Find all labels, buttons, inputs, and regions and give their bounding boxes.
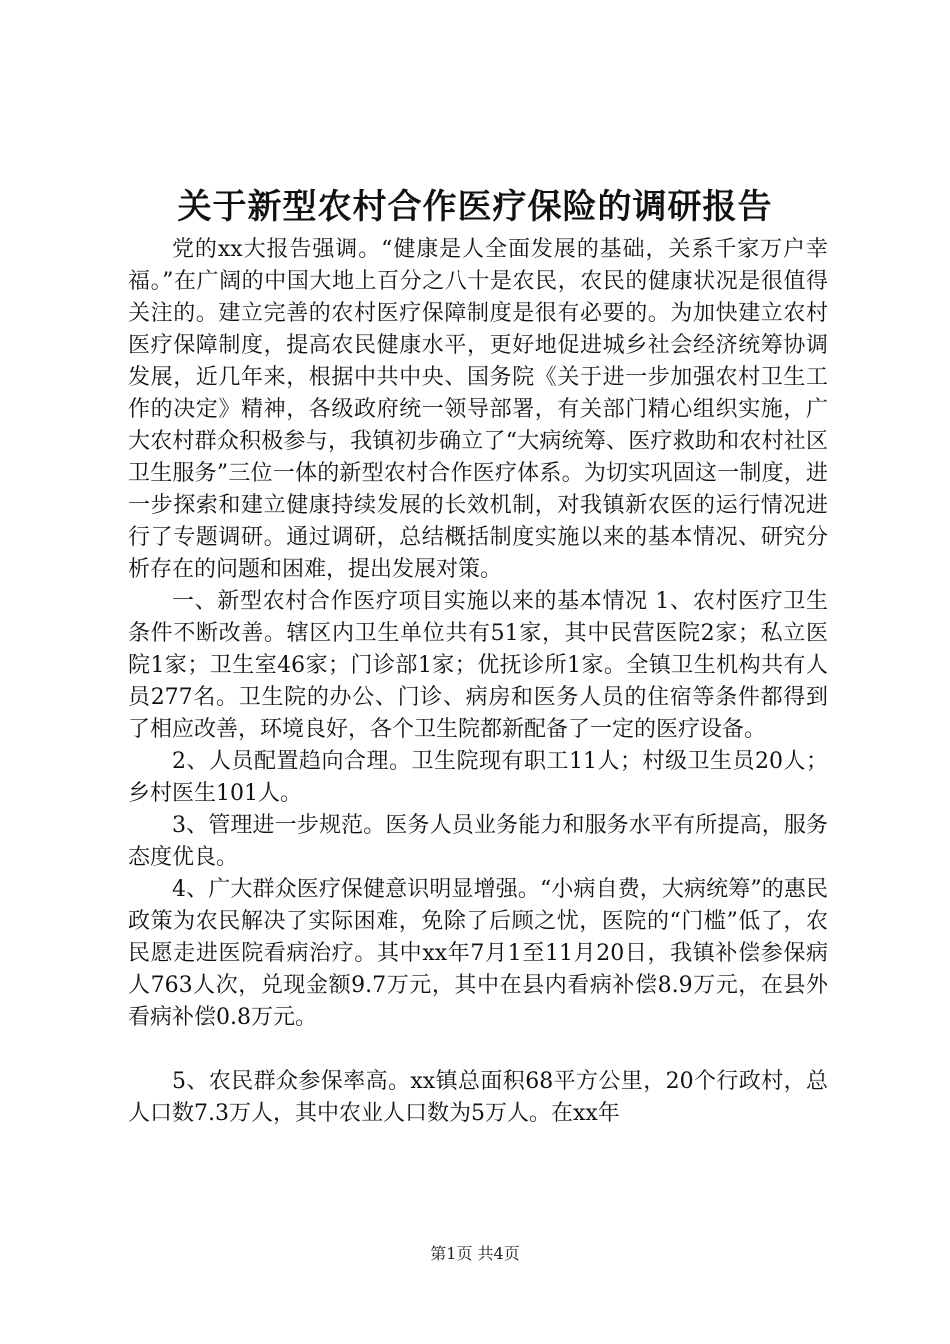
paragraph-item-2: 2、人员配置趋向合理。卫生院现有职工11人；村级卫生员20人；乡村医生101人。 [128,749,828,806]
paragraph-item-5: 5、农民群众参保率高。xx镇总面积68平方公里，20个行政村，总人口数7.3万人，其中农业人口数为5万人。在xx年 [128,1069,828,1126]
page-footer: 第1页 共4页 [430,1244,520,1263]
document-title: 关于新型农村合作医疗保险的调研报告 [177,187,773,227]
paragraph-intro: 党的xx大报告强调。“健康是人全面发展的基础，关系千家万户幸福。”在广阔的中国大地上百分之八十是农民，农民的健康状况是很值得关注的。建立完善的农村医疗保障制度是很有必要的。为加快建立农村医疗保障制度，提高农民健康水平，更好地促进城乡社会经济统筹协调发展，近几年来，根据中共中央、国务院《关于进一步加强农村卫生工作的决定》精神，各级政府统一领导部署，有关部门精心组织实施，广大农村群众积极参与，我镇初步确立了“大病统筹、医疗救助和农村社区卫生服务”三位一体的新型农村合作医疗体系。为切实巩固这一制度，进一步探索和建立健康持续发展的长效机制，对我镇新农医的运行情况进行了专题调研。通过调研，总结概括制度实施以来的基本情况、研究分析存在的问题和困难，提出发展对策。 [128,237,828,582]
paragraph-section-1: 一、新型农村合作医疗项目实施以来的基本情况 1、农村医疗卫生条件不断改善。辖区内卫生单位共有51家，其中民营医院2家；私立医院1家；卫生室46家；门诊部1家；优抚诊所1家。全镇卫生机构共有人员277名。卫生院的办公、门诊、病房和医务人员的住宿等条件都得到了相应改善，环境良好，各个卫生院都新配备了一定的医疗设备。 [128,589,828,742]
document-body [128,234,828,1130]
paragraph-item-3: 3、管理进一步规范。医务人员业务能力和服务水平有所提高，服务态度优良。 [128,813,828,870]
paragraph-item-4: 4、广大群众医疗保健意识明显增强。“小病自费，大病统筹”的惠民政策为农民解决了实际困难，免除了后顾之忧，医院的“门槛”低了，农民愿走进医院看病治疗。其中xx年7月1至11月20日，我镇补偿参保病人763人次，兑现金额9.7万元，其中在县内看病补偿8.9万元，在县外看病补偿0.8万元。 [128,877,828,1030]
